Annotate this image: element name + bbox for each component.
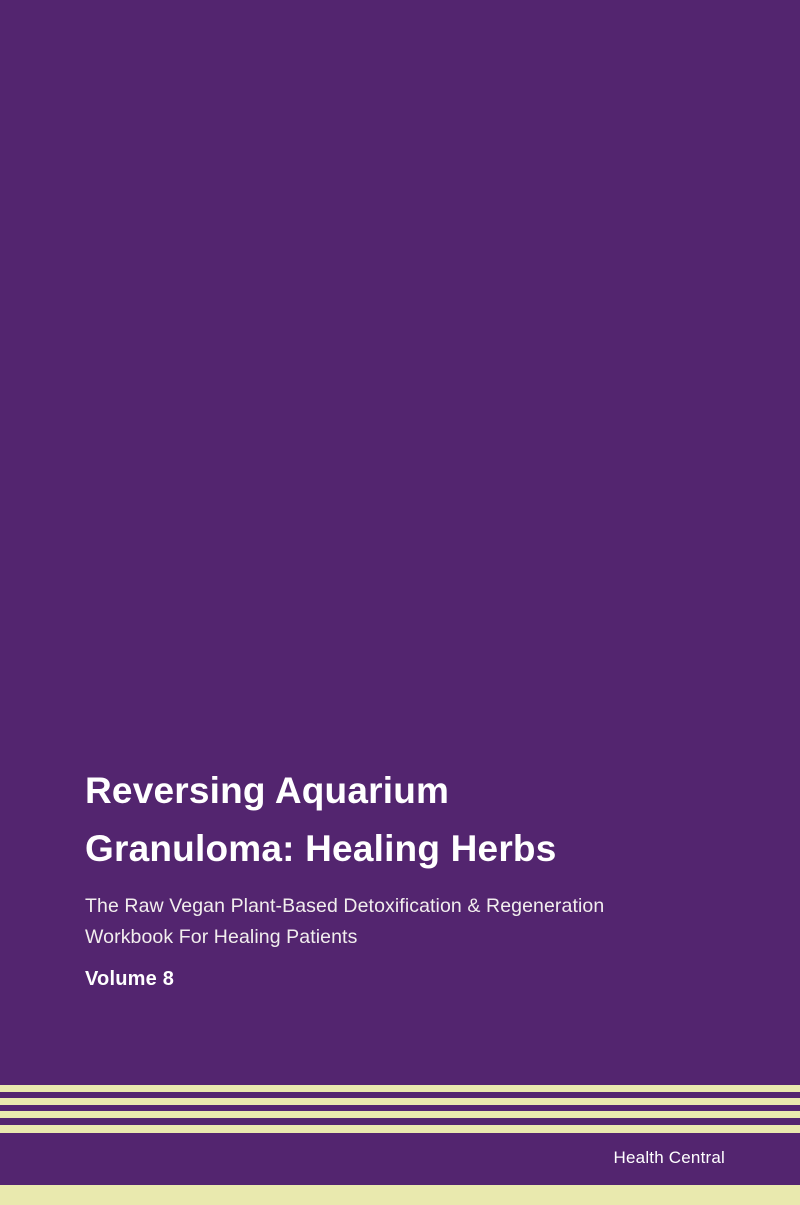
stripe-5: [0, 1111, 800, 1118]
stripe-1: [0, 1085, 800, 1092]
stripe-7: [0, 1125, 800, 1133]
book-title-line-1: Reversing Aquarium: [85, 770, 450, 811]
book-title-line-2: Granuloma: Healing Herbs: [85, 827, 557, 869]
stripe-3: [0, 1098, 800, 1105]
book-title: [85, 762, 725, 877]
stripe-6: [0, 1118, 800, 1125]
book-subtitle: [85, 891, 725, 951]
publisher-name: Health Central: [613, 1148, 725, 1167]
decorative-stripes: [0, 1085, 800, 1133]
book-subtitle-line-2: Workbook For Healing Patients: [85, 925, 358, 948]
footer-band: [0, 1185, 800, 1205]
title-block: [85, 762, 725, 991]
book-subtitle-line-1: The Raw Vegan Plant-Based Detoxification & Regeneration: [85, 895, 605, 918]
book-volume: Volume 8: [85, 967, 175, 990]
